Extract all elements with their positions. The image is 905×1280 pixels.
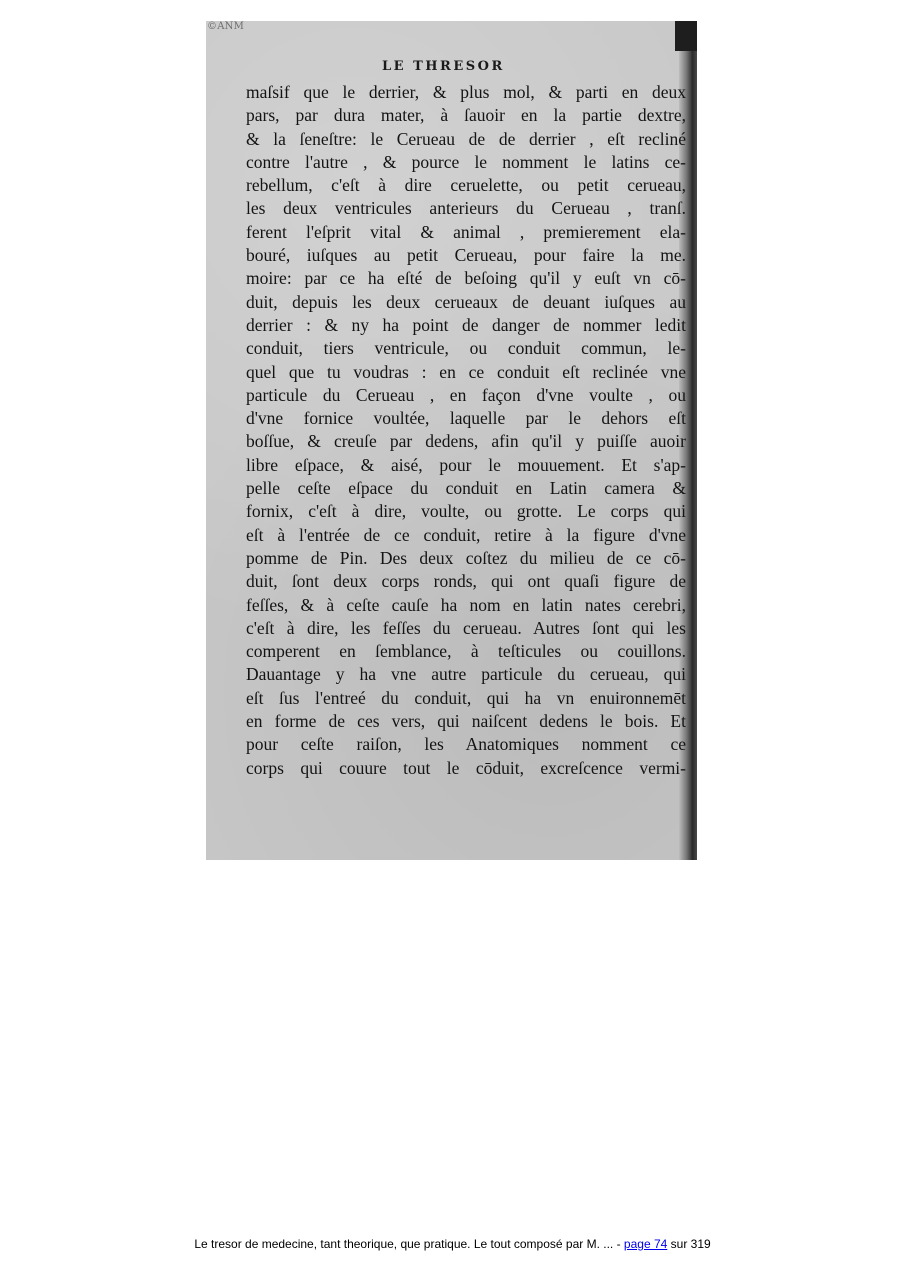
running-head: LE THRESOR: [382, 59, 505, 74]
text-line: eſt ſus l'entreé du conduit, qui ha vn enuironnemēt: [246, 687, 686, 708]
text-line: eſt à l'entrée de ce conduit, retire à la figure d'vne: [246, 524, 686, 545]
text-line: particule du Cerueau , en façon d'vne voulte , ou: [246, 384, 686, 405]
text-line: feſſes, & à ceſte cauſe ha nom en latin nates cerebri,: [246, 594, 686, 615]
text-line: derrier : & ny ha point de danger de nommer ledit: [246, 314, 686, 335]
page-text-block: [246, 81, 686, 780]
text-line: libre eſpace, & aisé, pour le mouuement. Et s'ap-: [246, 454, 686, 475]
footer-page-count: sur 319: [667, 1237, 711, 1251]
footer-title: Le tresor de medecine, tant theorique, que pratique. Le tout composé par M. ... -: [194, 1237, 624, 1251]
text-line: contre l'autre , & pource le nomment le latins ce-: [246, 151, 686, 172]
text-line: c'eſt à dire, les feſſes du cerueau. Autres ſont qui les: [246, 617, 686, 638]
text-line: pelle ceſte eſpace du conduit en Latin camera &: [246, 478, 686, 499]
text-line: comperent en ſemblance, à teſticules ou couillons.: [246, 641, 686, 662]
text-line: conduit, tiers ventricule, ou conduit commun, le-: [246, 338, 686, 359]
watermark: ©ANM: [207, 21, 245, 32]
text-line: d'vne fornice voultée, laquelle par le dehors eſt: [246, 408, 686, 429]
page-link[interactable]: page 74: [623, 1237, 668, 1251]
text-line: & la ſeneſtre: le Cerueau de de derrier , eſt recliné: [246, 128, 686, 149]
text-line: pour ceſte raiſon, les Anatomiques nomment ce: [246, 734, 686, 755]
text-line: en forme de ces vers, qui naiſcent dedens le bois. Et: [246, 711, 686, 732]
text-line: ferent l'eſprit vital & animal , premierement ela-: [246, 221, 686, 242]
text-line: bouré, iuſques au petit Cerueau, pour faire la me.: [246, 245, 686, 266]
text-line: duit, depuis les deux cerueaux de deuant iuſques au: [246, 291, 686, 312]
text-line: quel que tu voudras : en ce conduit eſt reclinée vne: [246, 361, 686, 382]
text-line: rebellum, c'eſt à dire ceruelette, ou petit cerueau,: [246, 175, 686, 196]
text-line: maſsif que le derrier, & plus mol, & parti en deux: [246, 82, 686, 102]
page-scan-image: [206, 21, 697, 860]
text-line: fornix, c'eſt à dire, voulte, ou grotte. Le corps qui: [246, 501, 686, 522]
text-line: duit, ſont deux corps ronds, qui ont quaſi figure de: [246, 571, 686, 592]
text-line: pomme de Pin. Des deux coſtez du milieu de ce cō-: [246, 547, 686, 568]
text-line: Dauantage y ha vne autre particule du cerueau, qui: [246, 664, 686, 685]
text-line: moire: par ce ha eſté de beſoing qu'il y euſt vn cō-: [246, 268, 686, 289]
text-line: pars, par dura mater, à ſauoir en la partie dextre,: [246, 105, 686, 126]
text-line: les deux ventricules anterieurs du Cerueau , tranſ.: [246, 198, 686, 219]
page-binding-corner: [675, 21, 697, 51]
text-line: boſſue, & creuſe par dedens, afin qu'il y puiſſe auoir: [246, 431, 686, 452]
footer-caption: [0, 1237, 905, 1251]
text-line: corps qui couure tout le cōduit, excreſcence vermi-: [246, 757, 686, 778]
